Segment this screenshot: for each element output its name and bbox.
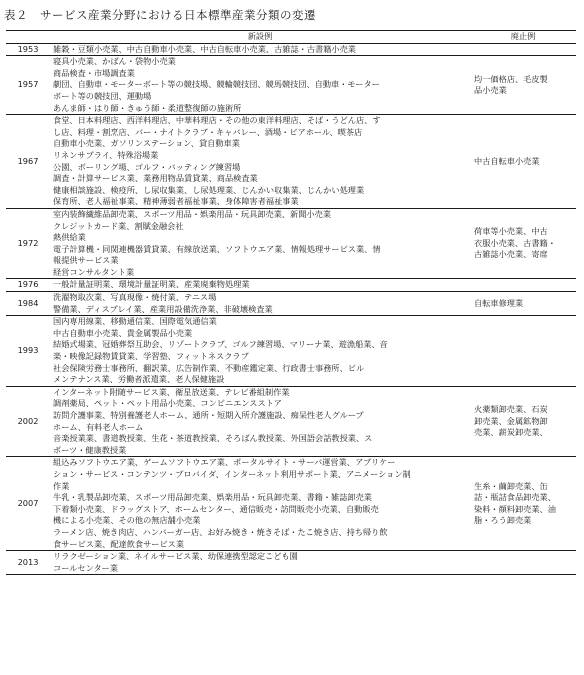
year-cell: 1957 (6, 56, 50, 115)
new-example-line: 結婚式場業、冠婚葬祭互助会、リゾートクラブ、ゴルフ練習場、マリーナ業、遊漁船業、音 (53, 339, 388, 350)
new-examples-cell (50, 386, 470, 457)
new-example-line: クレジットカード業、割賦金融会社 (53, 220, 184, 231)
abolished-example-line: 衣服小売業、古書籍・ (474, 237, 556, 248)
new-example-line: 音楽授業業、書道教授業、生花・茶道教授業、そろばん教授業、外国語会話教授業、ス (53, 433, 373, 444)
header-abolished-examples: 廃止例 (470, 31, 576, 44)
abolished-example-line: 詰・瓶詰食品卸売業、 (474, 492, 556, 503)
new-example-line: インターネット附随サービス業、衛星放送業、テレビ番組制作業 (53, 386, 290, 397)
new-example-line: 機による小売業、その他の無店舗小売業 (53, 515, 201, 526)
abolished-examples-cell (470, 457, 576, 551)
abolished-example-line: 脂・ろう卸売業 (474, 515, 532, 526)
table-row (6, 208, 576, 279)
classification-table (6, 30, 576, 575)
year-cell: 1984 (6, 292, 50, 316)
new-examples-cell (50, 551, 470, 575)
new-example-line: 一般計量証明業、環境計量証明業、産業廃棄物処理業 (53, 279, 250, 290)
table-caption: 表２ サービス産業分野における日本標準産業分類の変遷 (4, 8, 316, 22)
new-example-line: メンテナンス業、労働者派遣業、老人保健施設 (53, 374, 225, 385)
new-example-line: 報提供サービス業 (53, 255, 119, 266)
new-examples-cell (50, 43, 470, 56)
new-example-line: 雑穀・豆類小売業、中古自動車小売業、中古自転車小売業、古雑誌・古書籍小売業 (53, 43, 356, 54)
year-cell: 2002 (6, 386, 50, 457)
new-example-line: 自動車小売業、ガソリンステーション、貸自動車業 (53, 138, 240, 149)
abolished-example-line: 自転車修理業 (474, 297, 524, 308)
new-example-line: ション・サービス・コンテンツ・プロバイダ、インターネット利用サポート業、アニメーション制 (53, 468, 411, 479)
new-example-line: リネンサプライ、特殊浴場業 (53, 149, 159, 160)
abolished-example-line: 均一価格店、毛皮製 (474, 73, 548, 84)
new-example-line: 寝具小売業、かばん・袋物小売業 (53, 56, 176, 67)
new-example-line: 電子計算機・同関連機器賃貸業、有線放送業、ソフトウエア業、情報処理サービス業、情 (53, 243, 381, 254)
abolished-examples-cell (470, 292, 576, 316)
table-row (6, 115, 576, 209)
abolished-example-line: 品小売業 (474, 85, 507, 96)
abolished-examples-cell (470, 56, 576, 115)
table-row (6, 43, 576, 56)
new-example-line: 牛乳・乳製品卸売業、スポーツ用品卸売業、娯楽用品・玩具卸売業、書籍・雑誌卸売業 (53, 492, 372, 503)
new-example-line: ホーム、有料老人ホーム (53, 421, 144, 432)
table-row (6, 457, 576, 551)
new-example-line: 食堂、日本料理店、西洋料理店、中華料理店・その他の東洋料理店、そば・うどん店、す (53, 115, 381, 126)
abolished-example-line: 火薬類卸売業、石炭 (474, 404, 548, 415)
new-example-line: ボート等の競技団、運動場 (53, 90, 152, 101)
abolished-example-line: 卸売業、金属鉱物卸 (474, 415, 548, 426)
table-row (6, 292, 576, 316)
new-example-line: 警備業、ディスプレイ業、産業用設備洗浄業、非破壊検査業 (53, 303, 273, 314)
abolished-example-line: 古雑誌小売業、寄席 (474, 249, 548, 260)
new-example-line: 訪問介護事業、特別養護老人ホーム、通所・短期入所介護施設、痴呆性老人グループ (53, 410, 364, 420)
new-example-line: し店、料理・割烹店、バー・ナイトクラブ・キャバレー、酒場・ビアホール、喫茶店 (53, 126, 363, 137)
year-cell: 2007 (6, 457, 50, 551)
year-cell: 1972 (6, 208, 50, 279)
abolished-example-line: 染料・顔料卸売業、油 (474, 503, 556, 514)
abolished-example-line: 売業、薪炭卸売業、 (474, 427, 548, 438)
new-example-line: 健康相談施設、検疫所、し尿収集業、し尿処理業、じんかい収集業、じんかい処理業 (53, 184, 365, 195)
new-example-line: 経営コンサルタント業 (53, 266, 135, 277)
new-example-line: 国内専用線業、移動通信業、国際電気通信業 (53, 316, 217, 327)
abolished-example-line: 中古自転車小売業 (474, 155, 540, 166)
year-cell: 1953 (6, 43, 50, 56)
new-example-line: 作業 (53, 480, 70, 491)
abolished-examples-cell (470, 551, 576, 575)
new-example-line: 下着類小売業、ドラッグストア、ホームセンター、通信販売・訪問販売小売業、自動販売 (53, 503, 379, 514)
abolished-examples-cell (470, 316, 576, 387)
new-examples-cell (50, 56, 470, 115)
new-example-line: 調剤薬局、ペット・ペット用品小売業、コンビニエンスストア (53, 398, 282, 409)
header-year (6, 31, 50, 44)
new-example-line: ポーツ・健康教授業 (53, 444, 127, 455)
year-cell: 1993 (6, 316, 50, 387)
new-examples-cell (50, 316, 470, 387)
table-body (6, 43, 576, 575)
new-example-line: 楽・映像記録物賃貸業、学習塾、フィットネスクラブ (53, 351, 249, 362)
abolished-examples-cell (470, 43, 576, 56)
new-example-line: 室内装飾繊維品卸売業、スポーツ用品・娯楽用品・玩具卸売業、新聞小売業 (53, 208, 332, 219)
new-example-line: 組込みソフトウエア業、ゲームソフトウエア業、ポータルサイト・サーバ運営業、アプリケー (53, 457, 396, 468)
new-examples-cell (50, 115, 470, 209)
table-row (6, 279, 576, 292)
new-example-line: 商品検査・市場調査業 (53, 67, 135, 78)
new-example-line: 中古自動車小売業、貴金属製品小売業 (53, 327, 193, 338)
year-cell: 1976 (6, 279, 50, 292)
year-cell: 2013 (6, 551, 50, 575)
abolished-example-line: 荷車等小売業、中古 (474, 226, 548, 237)
table-row (6, 316, 576, 387)
new-example-line: 劇団、自動車・モーターボート等の競技場、競輪競技団、競馬競技団、自動車・モーター (53, 79, 380, 90)
new-examples-cell (50, 292, 470, 316)
new-example-line: ラーメン店、焼き肉店、ハンバーガー店、お好み焼き・焼きそば・たこ焼き店、持ち帰り飲 (53, 526, 388, 537)
table-row (6, 386, 576, 457)
new-example-line: 保育所、老人福祉事業、精神薄弱者福祉事業、身体障害者福祉事業 (53, 196, 299, 207)
abolished-examples-cell (470, 208, 576, 279)
new-example-line: あんま師・はり師・きゅう師・柔道整復師の施術所 (53, 102, 242, 113)
table-header-row (6, 31, 576, 44)
abolished-example-line: 生糸・繭卸売業、缶 (474, 480, 548, 491)
new-example-line: リラクゼーション業、ネイルサービス業、幼保連携型認定こども園 (53, 551, 298, 562)
new-examples-cell (50, 457, 470, 551)
new-examples-cell (50, 279, 470, 292)
abolished-examples-cell (470, 279, 576, 292)
new-example-line: 調査・計算サービス業、業務用物品賃貸業、商品検査業 (53, 173, 258, 184)
new-example-line: 社会保険労務士事務所、翻訳業、広告制作業、不動産鑑定業、行政書士事務所、ビル (53, 362, 365, 373)
new-examples-cell (50, 208, 470, 279)
table-row (6, 56, 576, 115)
new-example-line: 熱供給業 (53, 232, 86, 243)
new-example-line: コールセンター業 (53, 562, 119, 573)
new-example-line: 公園、ボーリング場、ゴルフ・バッティング練習場 (53, 161, 241, 172)
abolished-examples-cell (470, 115, 576, 209)
abolished-examples-cell (470, 386, 576, 457)
header-new-examples: 新設例 (50, 31, 470, 44)
new-example-line: 食サービス業、配達飲食サービス業 (53, 538, 185, 549)
year-cell: 1967 (6, 115, 50, 209)
new-example-line: 洗濯物取次業、写真現像・焼付業、テニス場 (53, 292, 217, 303)
table-row (6, 551, 576, 575)
